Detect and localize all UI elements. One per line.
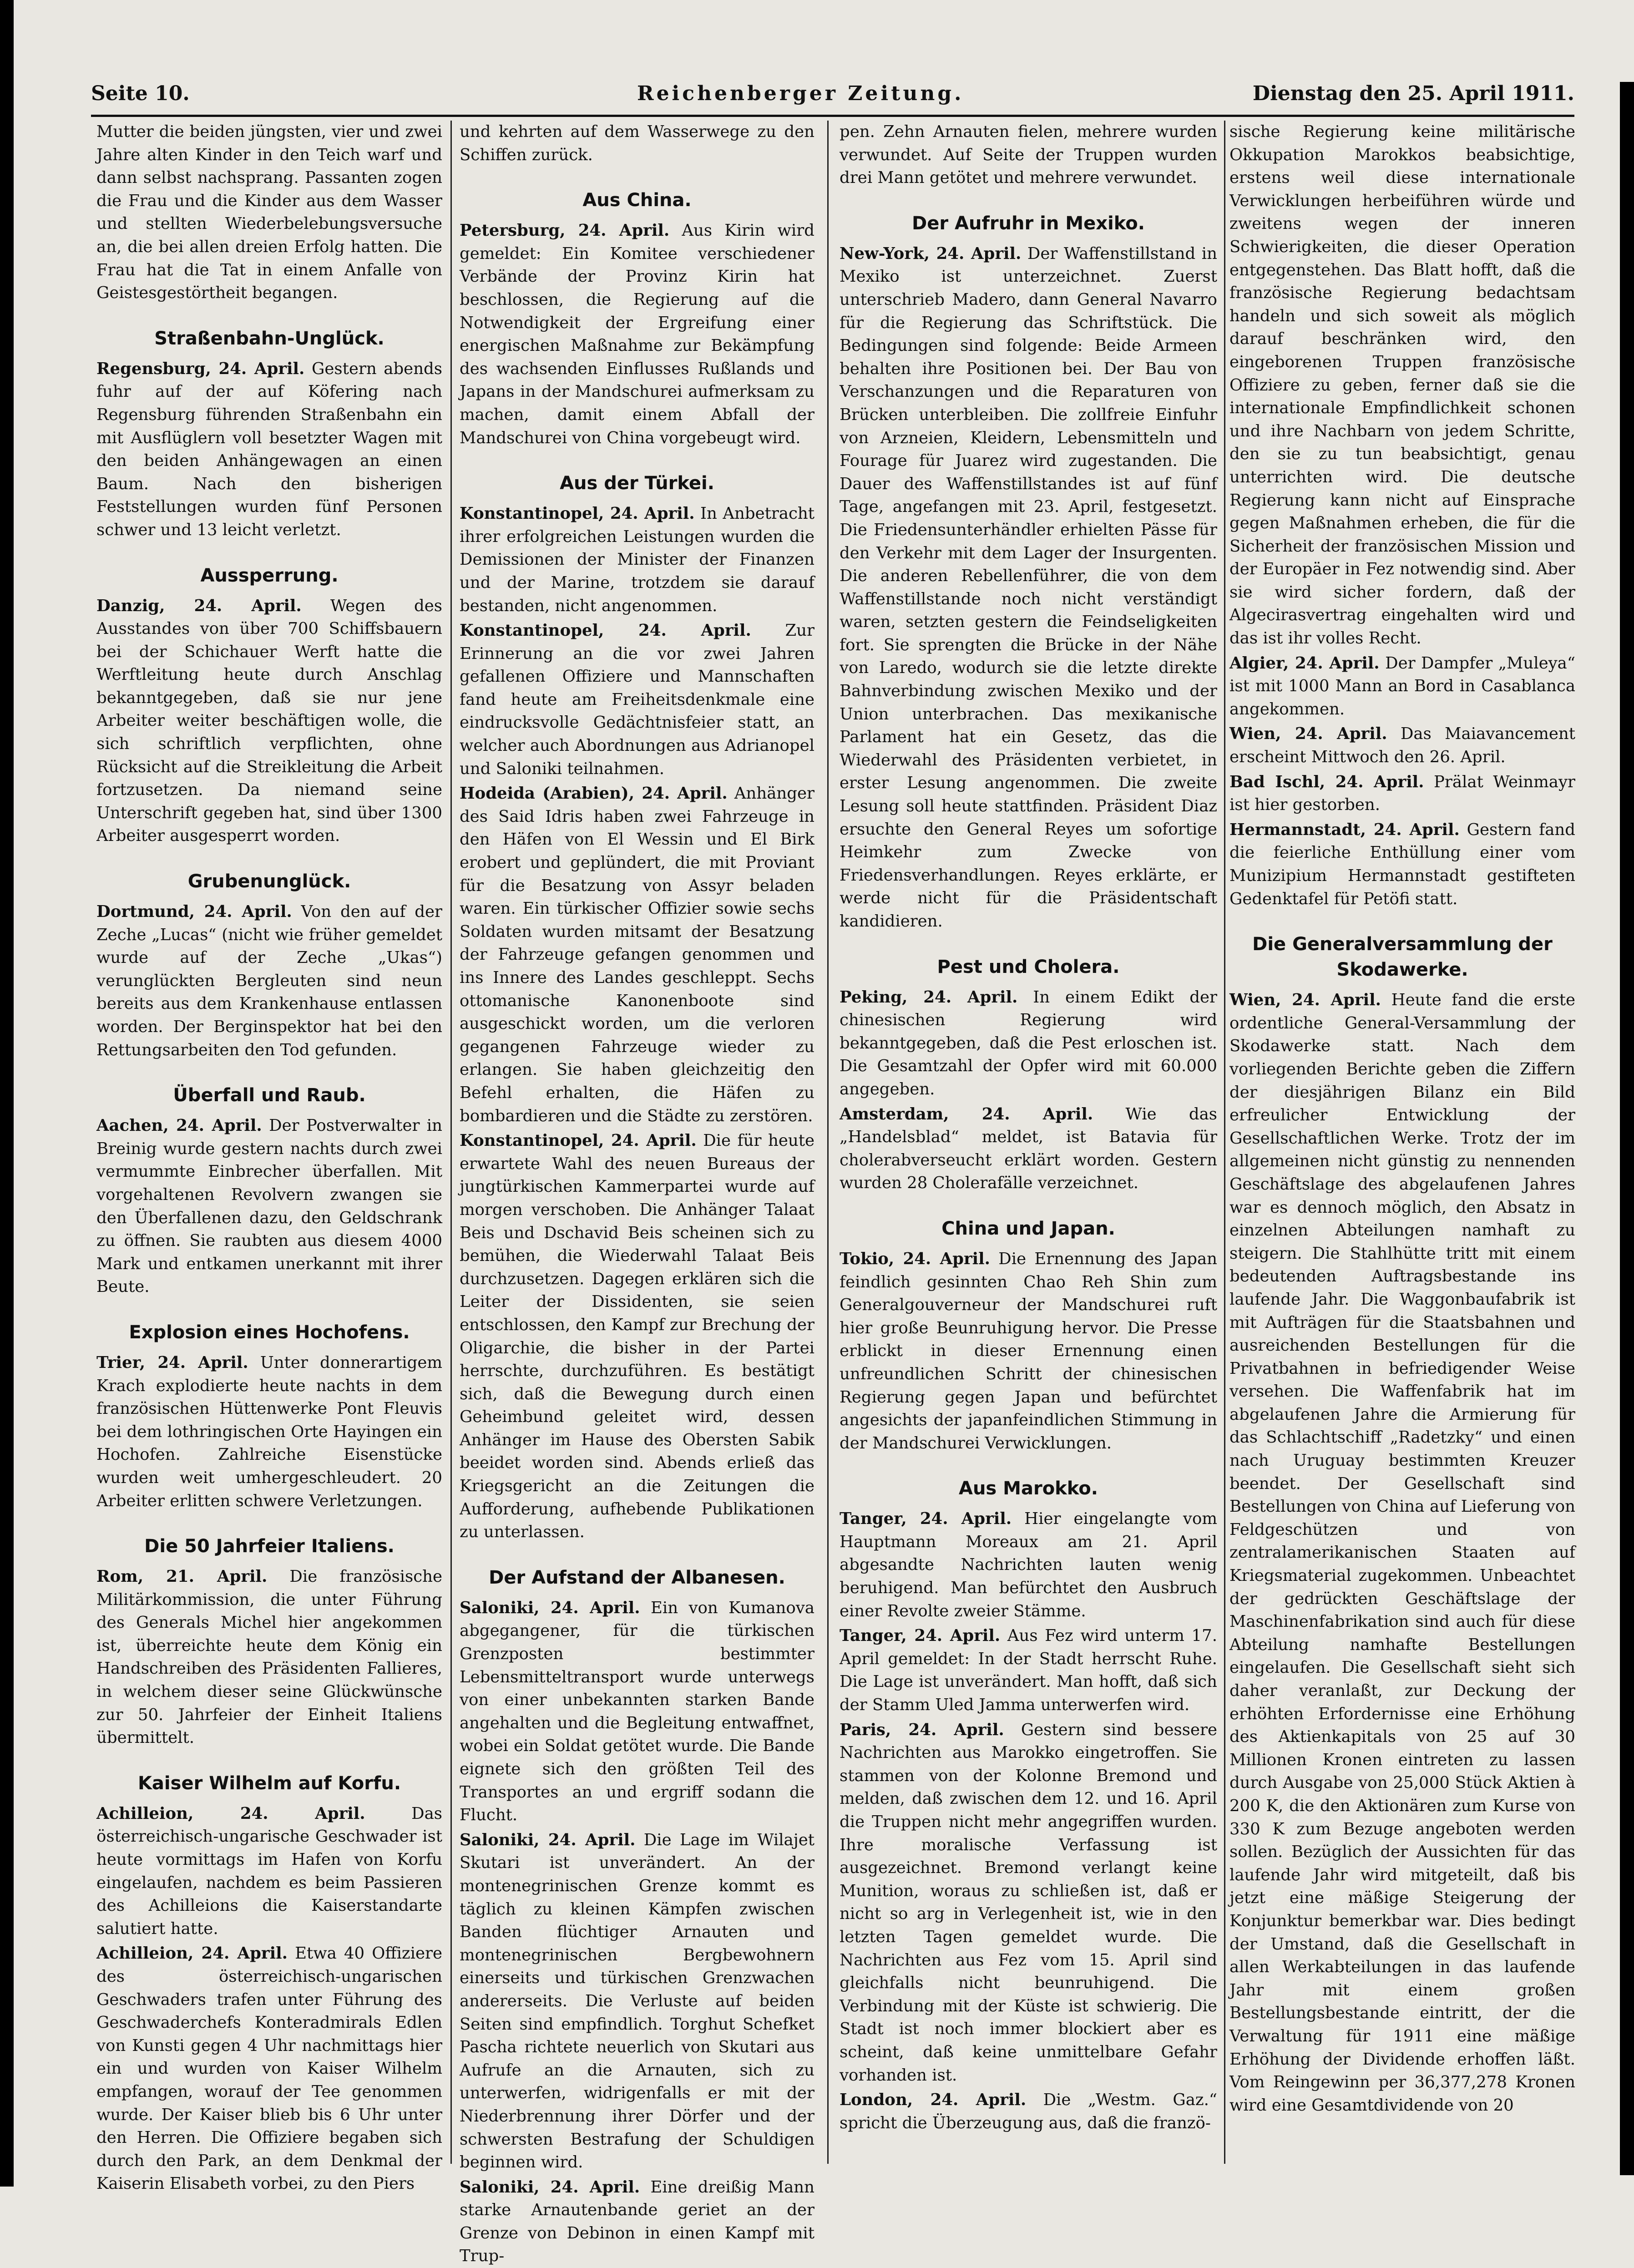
article-paragraph [460,2176,814,2268]
article-dateline: Regensburg, 24. April. [96,359,305,378]
article-text: In einem Edikt der chinesischen Regierung wird bekanntgegeben, daß die Pest erloschen ist. Die Gesamtzahl der Opfer wird mit 60.000 angegeben. [840,987,1217,1099]
article-dateline: Trier, 24. April. [96,1353,248,1372]
page-header [91,82,1574,114]
article-dateline: Tanger, 24. April. [840,1509,1012,1529]
article-paragraph [840,1625,1217,1716]
article-paragraph [460,502,814,618]
article-paragraph [1229,819,1575,911]
article-text: Hier eingelangte vom Hauptmann Moreaux am 21. April abgesandte Nachrichten lauten wenig beruhigend. Man befürchtet den Ausbruch einer Revolte zweier Stämme. [840,1509,1217,1620]
newspaper-title: Reichenberger Zeitung. [637,82,964,105]
article-dateline: Petersburg, 24. April. [460,221,670,240]
article-dateline: Peking, 24. April. [840,987,1018,1007]
header-rule [91,115,1574,117]
article-dateline: Hodeida (Arabien), 24. April. [460,784,728,803]
article-dateline: Saloniki, 24. April. [460,2177,640,2197]
article-text: Mutter die beiden jüngsten, vier und zwei Jahre alten Kinder in den Teich warf und dann selbst nachsprang. Passanten zogen die Frau und die Kinder aus dem Wasser und stellten Wiederbelebungsversuche an, die bei allen dreien Erfolg hatten. Die Frau hat die Tat in einem Anfalle von Geistesgestörtheit begangen. [96,122,442,303]
article-text: Der Postverwalter in Breinig wurde gestern nachts durch zwei vermummte Einbrecher überfallen. Mit vorgehaltenen Revolvern zwangen sie den Überfallenen dazu, den Geldschrank zu öffnen. Sie raubten aus diesem 4000 Mark und entkamen unerkannt mit ihrer Beute. [96,1116,443,1296]
article-dateline: London, 24. April. [840,2091,1027,2110]
article-heading: Aus China. [582,190,692,211]
article-paragraph [460,1829,814,2174]
article-paragraph [840,243,1217,933]
column-separator [1224,121,1225,2164]
article-paragraph [460,1597,814,1827]
scan-border [0,0,14,2187]
article-heading: Explosion eines Hochofens. [129,1321,410,1343]
page-number: Seite 10. [91,82,190,105]
article-text: Gestern abends fuhr auf der auf Köfering nach Regensburg führenden Straßenbahn ein mit Ausflüglern voll besetzter Wagen mit den beiden Anhängewagen an einen Baum. Nach den bisherigen Feststellungen wurden fünf Personen schwer und 13 leicht verletzt. [96,359,442,539]
article-paragraph [460,121,814,167]
article-text: sische Regierung keine militärische Okkupation Marokkos beabsichtige, erstens weil diese internationale Verwicklungen herbeiführen würde und zweitens wegen der inneren Schwierigkeiten, die dieser Operation entgegenstehen. Das Blatt hofft, daß die französische Regierung bedachtsam handeln und sich soweit als möglich darauf beschränken wird, den eingeborenen Truppen französische Offiziere zu geben, ferner daß sie die internationale Empfindlichkeit schonen und ihre Nachbarn von jedem Schritte, den sie zu tun beabsichtigt, genau unterrichten wird. Die deutsche Regierung kann nicht auf Einsprache gegen Maßnahmen erheben, die für die Sicherheit der französischen Mission und der Europäer in Fez notwendig sind. Aber sie wird sicher fordern, daß der Algecirasvertrag eingehalten wird und das ist ihr volles Recht. [1229,122,1575,648]
article-dateline: Konstantinopel, 24. April. [460,504,695,523]
article-paragraph [840,986,1217,1101]
article-text: Die „Westm. Gaz.“ spricht die Überzeugung aus, daß die franzö- [840,2091,1217,2132]
article-dateline: Wien, 24. April. [1229,991,1381,1010]
article-text: Heute fand die erste ordentliche General-Versammlung der Skodawerke statt. Nach dem vorliegenden Berichte geben die Ziffern der diesjährigen Bilanz ein Bild erfreulicher Entwicklung der Gesellschaftlichen Werke. Trotz der im allgemeinen nicht günstig zu nennenden Geschäftslage des abgelaufenen Jahres war es dennoch möglich, den Absatz in einzelnen Abteilungen namhaft zu steigern. Die Stahlhütte tritt mit einem bedeutenden Auftragsbestande ins laufende Jahr. Die Waggonbaufabrik ist mit Aufträgen für die Staatsbahnen und ausreichenden Bestellungen für die Privatbahnen in befriedigender Weise versehen. Die Waffenfabrik hat im abgelaufenen Jahre die Armierung für das Schlachtschiff „Radetzky“ und einen nach Uruguay bestimmten Kreuzer beendet. Der Gesellschaft sind Bestellungen von China auf Lieferung von Feldgeschützen und von zentralamerikanischen Staaten auf Kriegsmaterial zugekommen. Unbeachtet der gedrückten Geschäftslage der Maschinenfabrikation sind auch für diese Abteilung namhafte Bestellungen eingelaufen. Die Gesellschaft sieht sich daher veranlaßt, zur Deckung der erhöhten Erfordernisse eine Erhöhung des Aktienkapitals von 25 auf 30 Millionen Kronen eintreten zu lassen durch Ausgabe von 25,000 Stück Aktien à 200 K, die den Aktionären zum Kurse von 330 K zum Bezuge angeboten werden sollen. Bezüglich der Aussichten für das laufende Jahr wird mitgeteilt, daß bis jetzt eine mäßige Steigerung der Konjunktur bemerkbar war. Dies bedingt der Umstand, daß die Gesellschaft in allen Werkabteilungen in das laufende Jahr mit einem großen Bestellungsbestande eintritt, der die Verwaltung für 1911 eine mäßige Erhöhung der Dividende erhoffen läßt. Vom Reingewinn per 36,377,278 Kronen wird eine Gesamtdividende von 20 [1229,991,1575,2115]
article-dateline: Dortmund, 24. April. [96,902,292,921]
article-paragraph [1229,652,1575,721]
article-paragraph [96,121,442,305]
article-dateline: Konstantinopel, 24. April. [460,621,751,640]
article-dateline: New-York, 24. April. [840,244,1022,263]
article-text: Unter donnerartigem Krach explodierte heute nachts in dem französischen Hüttenwerke Pont Fleuvis bei dem lothringischen Orte Hayingen ein Hochofen. Zahlreiche Eisenstücke wurden weit umhergeschleudert. 20 Arbeiter erlitten schwere Verletzungen. [96,1353,442,1510]
article-dateline: Achilleion, 24. April. [96,1804,365,1823]
article-paragraph [1229,989,1575,2117]
article-heading: Der Aufruhr in Mexiko. [912,213,1145,234]
article-text: Aus Fez wird unterm 17. April gemeldet: In der Stadt herrscht Ruhe. Die Lage ist unverändert. Man hofft, daß sich der Stamm Uled Jamma unterwerfen wird. [840,1626,1217,1715]
article-heading: Kaiser Wilhelm auf Korfu. [137,1772,401,1794]
article-paragraph [840,1103,1217,1195]
article-dateline: Rom, 21. April. [96,1567,268,1586]
column-4 [1229,121,1575,2164]
article-paragraph [1229,723,1575,769]
article-text: Aus Kirin wird gemeldet: Ein Komitee verschiedener Verbände der Provinz Kirin hat beschlossen, die Regierung auf die Notwendigkeit der Ergreifung einer energischen Maßnahme zur Bekämpfung des wachsenden Einflusses Rußlands und Japans in der Mandschurei aufmerksam zu machen, damit einem Abfall der Mandschurei von China vorgebeugt wird. [460,221,814,447]
article-heading: China und Japan. [941,1218,1115,1239]
article-text: Die französische Militärkommission, die unter Führung des Generals Michel hier angekommen ist, überreichte heute dem König ein Handschreiben des Präsidenten Fallieres, in welchem dieser seine Glückwünsche zur 50. Jahrfeier der Einheit Italiens übermittelt. [96,1567,442,1747]
article-dateline: Tokio, 24. April. [840,1249,991,1268]
article-paragraph [460,782,814,1128]
article-dateline: Wien, 24. April. [1229,724,1387,744]
article-text: In Anbetracht ihrer erfolgreichen Leistungen wurden die Demissionen der Minister der Finanzen und der Marine, trotzdem sie darauf bestanden, nicht angenommen. [460,504,814,615]
article-paragraph [96,358,442,542]
article-paragraph [840,1719,1217,2087]
article-dateline: Tanger, 24. April. [840,1626,1001,1645]
article-paragraph [1229,121,1575,650]
article-paragraph [840,1508,1217,1623]
article-heading: Die Generalversammlung der Skodawerke. [1252,934,1553,981]
article-text: Anhänger des Said Idris haben zwei Fahrzeuge in den Häfen von El Wessin und El Birk erobert und geplündert, die mit Proviant für die Besatzung von Assyr beladen waren. Ein türkischer Offizier sowie sechs Soldaten wurden mitsamt der Besatzung der Fahrzeuge gefangen genommen und ins Innere des Landes geschleppt. Sechs ottomanische Kanonenboote sind ausgeschickt worden, um die verloren gegangenen Fahrzeuge wieder zu erlangen. Sie haben gleichzeitig den Befehl erhalten, die Häfen zu bombardieren und die Städte zu zerstören. [460,784,814,1125]
article-dateline: Danzig, 24. April. [96,596,302,615]
article-dateline: Aachen, 24. April. [96,1116,262,1135]
article-text: und kehrten auf dem Wasserwege zu den Schiffen zurück. [460,122,814,164]
article-dateline: Hermannstadt, 24. April. [1229,820,1460,839]
article-text: Eine dreißig Mann starke Arnautenbande geriet an der Grenze von Debinon in einen Kampf mit Trup- [460,2177,814,2266]
article-paragraph [460,1129,814,1544]
article-paragraph [96,1352,442,1513]
article-heading: Aus Marokko. [959,1478,1098,1499]
article-paragraph [460,619,814,780]
column-separator [450,121,452,2164]
article-paragraph [840,2089,1217,2135]
article-paragraph [96,1802,442,1941]
article-paragraph [96,595,442,848]
article-text: Wegen des Ausstandes von über 700 Schiffsbauern bei der Schichauer Werft hatte die Werftleitung heute durch Anschlag bekanntgegeben, daß sie nur jene Arbeiter weiter beschäftigen wolle, die sich schriftlich verpflichten, ohne Rücksicht auf die Streikleitung die Arbeit fortzusetzen. Da niemand seine Unterschrift gegeben hat, sind über 1300 Arbeiter ausgesperrt worden. [96,596,442,845]
article-paragraph [460,219,814,450]
article-heading: Aussperrung. [200,565,339,586]
column-separator [827,121,829,2164]
article-dateline: Bad Ischl, 24. April. [1229,772,1424,791]
article-heading: Pest und Cholera. [937,956,1120,977]
article-heading: Der Aufstand der Albanesen. [489,1567,785,1588]
column-3 [840,121,1217,2164]
article-dateline: Konstantinopel, 24. April. [460,1131,697,1150]
article-paragraph [1229,771,1575,817]
article-dateline: Saloniki, 24. April. [460,1830,636,1849]
article-text: Die Lage im Wilajet Skutari ist unverändert. An der montenegrinischen Grenze kommt es täglich zu kleinen Kämpfen zwischen Banden flüchtiger Arnauten und montenegrinischen Bergbewohnern einerseits und türkischen Grenzwachen andererseits. Die Verluste auf beiden Seiten sind empfindlich. Torghut Schefket Pascha richtete neuerlich von Skutari aus Aufrufe an die Arnauten, sich zu unterwerfen, widrigenfalls er mit der Niederbrennung ihrer Dörfer und der schwersten Bestrafung der Schuldigen beginnen wird. [460,1830,814,2172]
article-paragraph [96,1565,442,1750]
article-dateline: Amsterdam, 24. April. [840,1104,1093,1124]
article-text: Der Waffenstillstand in Mexiko ist unterzeichnet. Zuerst unterschrieb Madero, dann General Navarro für die Regierung das Schriftstück. Die Bedingungen sind folgende: Beide Armeen behalten ihre Positionen bei. Der Bau von Verschanzungen und die Reparaturen von Brücken unterbleiben. Die zollfreie Einfuhr von Arzneien, Kleidern, Lebensmitteln und Fourage für Juarez wird zugestanden. Die Dauer des Waffenstillstandes ist auf fünf Tage, angefangen mit 23. April, festgesetzt. Die Friedensunterhändler erhielten Pässe für den Verkehr mit dem Lager der Insurgenten. Die anderen Rebellenführer, die von dem Waffenstillstande noch nicht verständigt waren, setzten gestern die Feindseligkeiten fort. Sie sprengten die Brücke in der Nähe von Laredo, wodurch sie die letzte direkte Bahnverbindung zwischen Mexiko und der Union unterbrachen. Das mexikanische Parlament hat ein Gesetz, das die Wiederwahl des Präsidenten verbietet, in erster Lesung angenommen. Die zweite Lesung soll heute stattfinden. Präsident Diaz ersuchte den General Reyes um sofortige Heimkehr zum Zwecke von Friedensverhandlungen. Reyes erklärte, er werde nicht für die Präsidentschaft kandidieren. [840,244,1217,931]
article-heading: Aus der Türkei. [560,473,714,494]
article-text: Zur Erinnerung an die vor zwei Jahren gefallenen Offiziere und Mannschaften fand heute am Freiheitsdenkmale eine eindrucksvolle Gedächtnisfeier statt, an welcher auch Abordnungen aus Adrianopel und Saloniki teilnahmen. [460,621,814,778]
article-paragraph [840,121,1217,190]
article-dateline: Achilleion, 24. April. [96,1944,288,1963]
article-dateline: Paris, 24. April. [840,1720,1004,1739]
article-text: pen. Zehn Arnauten fielen, mehrere wurden verwundet. Auf Seite der Truppen wurden drei Mann getötet und mehrere verwundet. [840,122,1217,187]
article-text: Von den auf der Zeche „Lucas“ (nicht wie früher gemeldet wurde auf der Zeche „Ukas“) verunglückten Bergleuten sind neun bereits aus dem Krankenhause entlassen worden. Der Berginspektor hat bei den Rettungsarbeiten den Tod gefunden. [96,902,442,1059]
article-text: Wie das „Handelsblad“ meldet, ist Batavia für cholerabverseucht erklärt worden. Gestern wurden 28 Cholerafälle verzeichnet. [840,1104,1217,1193]
article-text: Ein von Kumanova abgegangener, für die türkischen Grenzposten bestimmter Lebensmitteltransport wurde unterwegs von einer unbekannten starken Bande angehalten und die Begleitung entwaffnet, wobei ein Soldat getötet wurde. Die Bande eignete sich den größten Teil des Transportes an und ergriff sodann die Flucht. [460,1598,814,1825]
column-1 [96,121,443,2193]
article-heading: Die 50 Jahrfeier Italiens. [144,1536,395,1557]
column-2 [460,121,814,2266]
article-dateline: Algier, 24. April. [1229,653,1380,673]
article-paragraph [96,1942,442,2196]
article-text: Etwa 40 Offiziere des österreichisch-ungarischen Geschwaders trafen unter Führung des Geschwaderchefs Konteradmirals Edlen von Kunsti gegen 4 Uhr nachmittags hier ein und wurden von Kaiser Wilhelm empfangen, worauf der Tee genommen wurde. Der Kaiser blieb bis 6 Uhr unter den Herren. Die Offiziere begaben sich durch den Park, an dem Denkmal der Kaiserin Elisabeth vorbei, zu den Piers [96,1944,442,2193]
article-text: Das österreichisch-ungarische Geschwader ist heute vormittags im Hafen von Korfu eingelaufen, nachdem es beim Passieren des Achilleions die Kaiserstandarte salutiert hatte. [96,1804,442,1938]
article-text: Die für heute erwartete Wahl des neuen Bureaus der jungtürkischen Kammerpartei wurde auf morgen verschoben. Die Anhänger Talaat Beis und Dschavid Beis scheinen sich zu bemühen, die Wiederwahl Talaat Beis durchzusetzen. Dagegen erklären sich die Leiter der Dissidenten, sie seien entschlossen, den Kampf zur Brechung der Oligarchie, die bisher in der Partei herrschte, durchzuführen. Es bestätigt sich, daß die Bewegung durch einen Geheimbund geleitet wird, dessen Anhänger im Hause des Obersten Sabik beeidet worden sind. Abends erließ das Kriegsgericht an die Zeitungen die Aufforderung, aufhebende Publikationen zu unterlassen. [460,1131,814,1542]
article-paragraph [96,1114,442,1299]
article-paragraph [96,901,442,1062]
article-text: Prälat Weinmayr ist hier gestorben. [1229,772,1575,815]
article-dateline: Saloniki, 24. April. [460,1598,640,1617]
article-heading: Straßenbahn-Unglück. [154,328,384,349]
article-text: Der Dampfer „Muleya“ ist mit 1000 Mann an Bord in Casablanca angekommen. [1229,653,1575,719]
article-text: Gestern sind bessere Nachrichten aus Marokko eingetroffen. Sie stammen von der Kolonne Bremond und melden, daß zwischen dem 12. und 16. April die Truppen nicht mehr angegriffen wurden. Ihre moralische Verfassung ist ausgezeichnet. Bremond verlangt keine Munition, woraus zu schließen ist, daß er nicht so arg in Verlegenheit ist, wie in den letzten Tagen gemeldet wurde. Die Nachrichten aus Fez vom 15. April sind gleichfalls nicht beunruhigend. Die Verbindung mit der Küste ist schwierig. Die Stadt ist noch immer blockiert aber es scheint, daß keine unmittelbare Gefahr vorhanden ist. [840,1720,1217,2085]
article-heading: Grubenunglück. [187,871,351,892]
issue-date: Dienstag den 25. April 1911. [1252,82,1574,105]
scan-edge [1620,82,1634,2175]
article-paragraph [840,1248,1217,1455]
article-text: Die Ernennung des Japan feindlich gesinnten Chao Reh Shin zum Generalgouverneur der Mandschurei ruft hier große Beunruhigung hervor. Die Presse erblickt in dieser Ernennung einen unfreundlichen Schritt der chinesischen Regierung gegen Japan und befürchtet angesichts der japanfeindlichen Stimmung in der Mandschurei Verwicklungen. [840,1249,1217,1453]
article-text: Das Maiavancement erscheint Mittwoch den 26. April. [1229,724,1575,767]
article-heading: Überfall und Raub. [173,1085,366,1106]
article-text: Gestern fand die feierliche Enthüllung einer vom Munizipium Hermannstadt gestifteten Gedenktafel für Petöfi statt. [1229,820,1575,908]
